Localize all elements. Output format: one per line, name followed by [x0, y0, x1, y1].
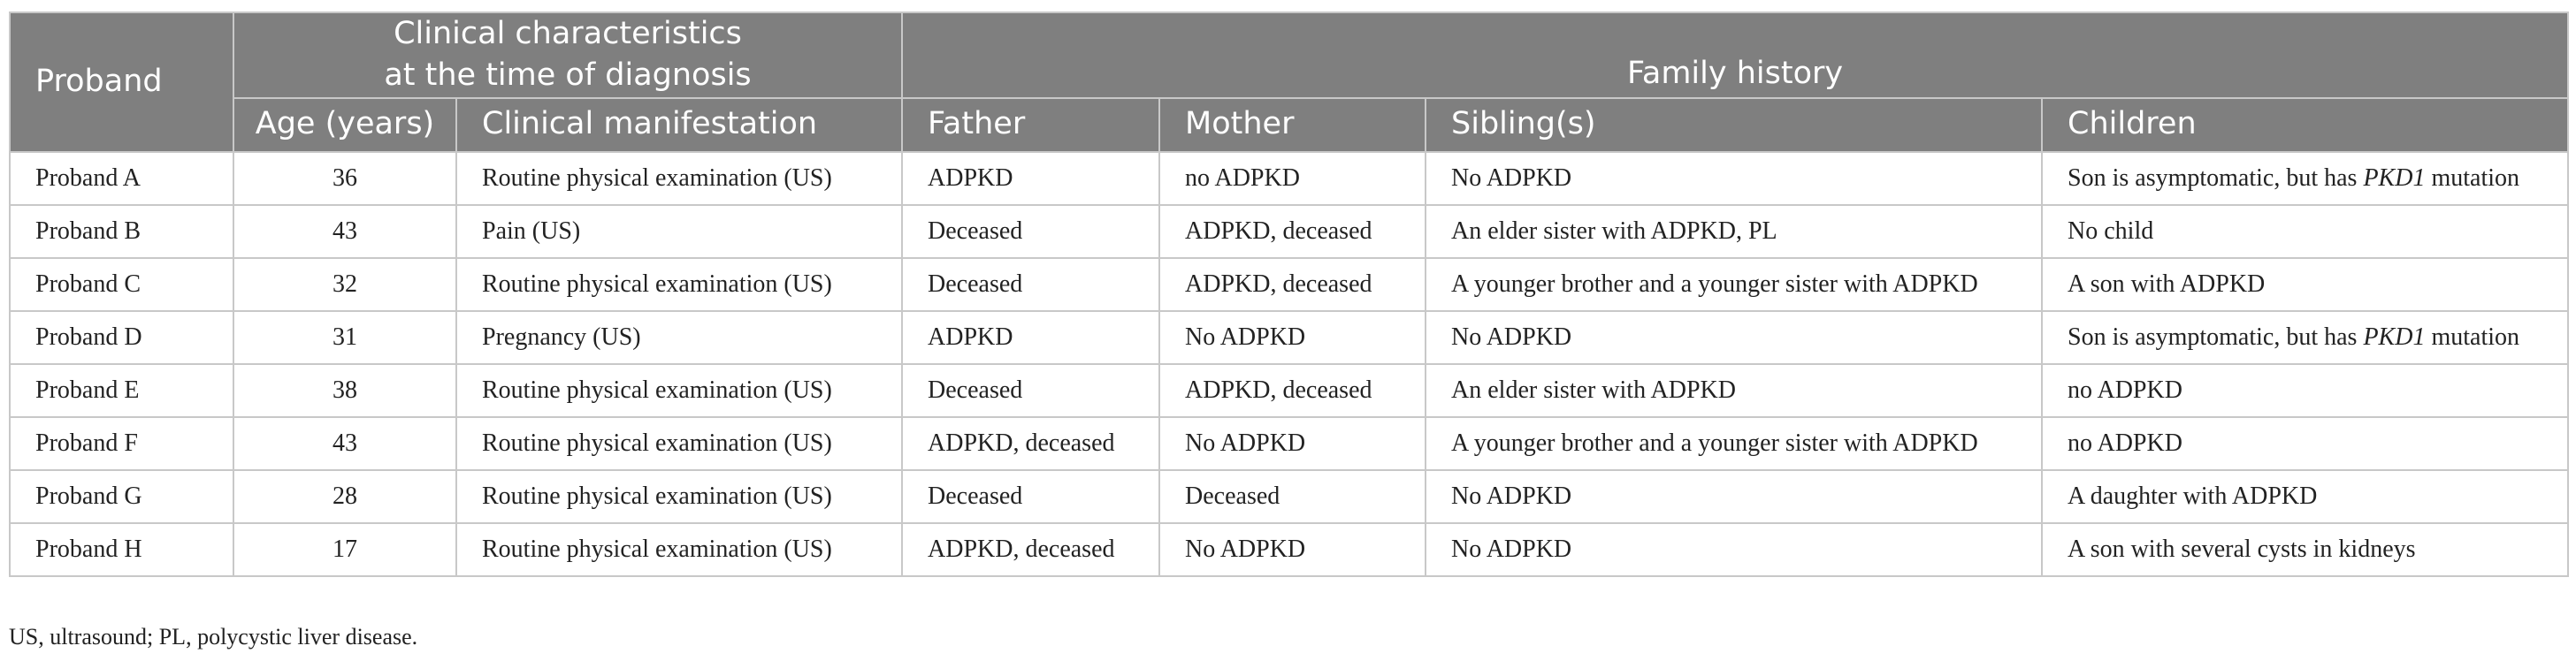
- children-text-suffix: mutation: [2425, 323, 2519, 351]
- cell-mother: No ADPKD: [1159, 523, 1426, 576]
- cell-siblings: A younger brother and a younger sister with ADPKD: [1426, 417, 2042, 470]
- cell-manifestation: Routine physical examination (US): [456, 417, 902, 470]
- cell-mother: No ADPKD: [1159, 417, 1426, 470]
- header-clinical-line2: at the time of diagnosis: [384, 57, 752, 94]
- cell-manifestation: Routine physical examination (US): [456, 152, 902, 205]
- cell-age: 43: [233, 417, 456, 470]
- cell-children: [2042, 311, 2568, 364]
- cell-proband: Proband A: [10, 152, 233, 205]
- children-text: No child: [2068, 217, 2154, 245]
- cell-manifestation: Routine physical examination (US): [456, 523, 902, 576]
- children-text: Son is asymptomatic, but has: [2068, 163, 2364, 192]
- cell-age: 28: [233, 470, 456, 523]
- cell-age: 17: [233, 523, 456, 576]
- cell-siblings: A younger brother and a younger sister with ADPKD: [1426, 258, 2042, 311]
- table-row: [10, 417, 2568, 470]
- cell-proband: Proband B: [10, 205, 233, 258]
- cell-siblings: No ADPKD: [1426, 311, 2042, 364]
- proband-table: [9, 11, 2569, 577]
- cell-proband: Proband H: [10, 523, 233, 576]
- header-siblings: Sibling(s): [1426, 98, 2042, 152]
- table-row: [10, 364, 2568, 417]
- cell-proband: Proband F: [10, 417, 233, 470]
- children-text: Son is asymptomatic, but has: [2068, 323, 2364, 351]
- cell-proband: Proband C: [10, 258, 233, 311]
- header-proband: Proband: [10, 12, 233, 152]
- table-row: [10, 311, 2568, 364]
- cell-age: 38: [233, 364, 456, 417]
- gene-name: PKD1: [2363, 163, 2426, 192]
- children-text: no ADPKD: [2068, 429, 2182, 457]
- cell-children: [2042, 205, 2568, 258]
- cell-father: Deceased: [902, 470, 1159, 523]
- cell-proband: Proband D: [10, 311, 233, 364]
- cell-father: Deceased: [902, 205, 1159, 258]
- header-children: Children: [2042, 98, 2568, 152]
- table-row: [10, 470, 2568, 523]
- cell-age: 31: [233, 311, 456, 364]
- cell-father: ADPKD: [902, 311, 1159, 364]
- cell-father: ADPKD, deceased: [902, 523, 1159, 576]
- cell-age: 32: [233, 258, 456, 311]
- header-father: Father: [902, 98, 1159, 152]
- cell-manifestation: Routine physical examination (US): [456, 258, 902, 311]
- table-row: [10, 523, 2568, 576]
- table-row: [10, 205, 2568, 258]
- cell-proband: Proband E: [10, 364, 233, 417]
- table-row: [10, 152, 2568, 205]
- table-row: [10, 258, 2568, 311]
- cell-father: Deceased: [902, 258, 1159, 311]
- cell-mother: No ADPKD: [1159, 311, 1426, 364]
- cell-manifestation: Routine physical examination (US): [456, 364, 902, 417]
- header-clinical-characteristics: [233, 12, 902, 98]
- cell-father: ADPKD: [902, 152, 1159, 205]
- cell-children: [2042, 152, 2568, 205]
- cell-mother: no ADPKD: [1159, 152, 1426, 205]
- header-clinical-line1: Clinical characteristics: [394, 16, 742, 51]
- cell-manifestation: Pregnancy (US): [456, 311, 902, 364]
- cell-siblings: An elder sister with ADPKD: [1426, 364, 2042, 417]
- table-container: [9, 11, 2567, 577]
- children-text: A son with ADPKD: [2068, 270, 2266, 298]
- cell-children: [2042, 523, 2568, 576]
- children-text: no ADPKD: [2068, 376, 2182, 404]
- cell-proband: Proband G: [10, 470, 233, 523]
- children-text: A son with several cysts in kidneys: [2068, 535, 2416, 563]
- cell-age: 36: [233, 152, 456, 205]
- cell-manifestation: Routine physical examination (US): [456, 470, 902, 523]
- cell-children: [2042, 470, 2568, 523]
- header-age: Age (years): [233, 98, 456, 152]
- table-footnote: US, ultrasound; PL, polycystic liver disease.: [9, 624, 418, 650]
- header-manifestation: Clinical manifestation: [456, 98, 902, 152]
- cell-siblings: No ADPKD: [1426, 523, 2042, 576]
- cell-mother: ADPKD, deceased: [1159, 364, 1426, 417]
- cell-children: [2042, 417, 2568, 470]
- gene-name: PKD1: [2363, 323, 2426, 351]
- children-text: A daughter with ADPKD: [2068, 482, 2318, 510]
- header-mother: Mother: [1159, 98, 1426, 152]
- cell-children: [2042, 258, 2568, 311]
- cell-mother: ADPKD, deceased: [1159, 258, 1426, 311]
- cell-siblings: No ADPKD: [1426, 470, 2042, 523]
- cell-father: Deceased: [902, 364, 1159, 417]
- cell-age: 43: [233, 205, 456, 258]
- cell-father: ADPKD, deceased: [902, 417, 1159, 470]
- cell-mother: Deceased: [1159, 470, 1426, 523]
- cell-siblings: An elder sister with ADPKD, PL: [1426, 205, 2042, 258]
- cell-children: [2042, 364, 2568, 417]
- children-text-suffix: mutation: [2425, 163, 2519, 192]
- cell-mother: ADPKD, deceased: [1159, 205, 1426, 258]
- cell-manifestation: Pain (US): [456, 205, 902, 258]
- header-family-history: Family history: [902, 12, 2568, 98]
- cell-siblings: No ADPKD: [1426, 152, 2042, 205]
